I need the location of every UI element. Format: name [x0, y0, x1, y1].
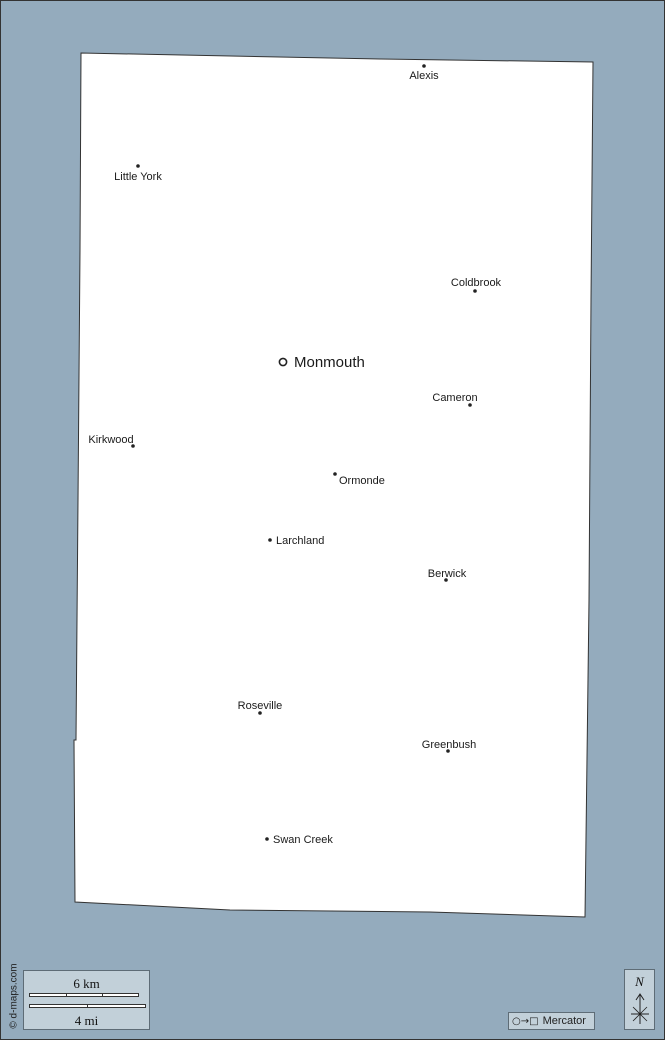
town-berwick: [428, 568, 467, 582]
town-label: Alexis: [409, 70, 439, 82]
scale-mi-label: 4 mi: [74, 1013, 99, 1028]
north-arrow: [624, 969, 655, 1030]
town-ormonde: [333, 472, 385, 487]
town-label: Roseville: [237, 700, 283, 712]
projection-badge: [508, 1012, 595, 1030]
town-swan-creek: [265, 834, 333, 846]
projection-label: Mercator: [542, 1015, 586, 1027]
town-marker: [265, 837, 269, 841]
town-label: Ormonde: [339, 475, 385, 487]
scale-mi-bar: [29, 1004, 146, 1008]
copyright-credit: [4, 958, 24, 1033]
north-arrow-icon: [625, 990, 656, 1030]
town-label: Little York: [114, 171, 162, 183]
town-marker: [136, 164, 140, 168]
north-label: N: [635, 974, 644, 989]
credit-text: © d-maps.com: [8, 962, 20, 1029]
county-seat-label: Monmouth: [294, 354, 365, 371]
scale-km-bar: [29, 993, 139, 997]
town-label: Berwick: [427, 568, 467, 580]
town-kirkwood: [88, 434, 134, 448]
town-marker: [473, 289, 477, 293]
town-marker: [422, 64, 426, 68]
town-label: Greenbush: [421, 739, 477, 751]
town-marker: [268, 538, 272, 542]
town-label: Coldbrook: [450, 277, 502, 289]
town-label: Cameron: [432, 392, 478, 404]
town-label: Larchland: [276, 535, 325, 547]
county-seat-marker: [279, 358, 286, 365]
town-larchland: [268, 535, 324, 547]
town-label: Swan Creek: [273, 834, 333, 846]
scale-bar: [23, 970, 150, 1030]
town-label: Kirkwood: [88, 434, 134, 446]
circle-to-square-icon: ○→□: [512, 1015, 539, 1027]
town-marker: [333, 472, 337, 476]
scale-km-label: 6 km: [73, 976, 100, 991]
town-greenbush: [422, 739, 476, 753]
